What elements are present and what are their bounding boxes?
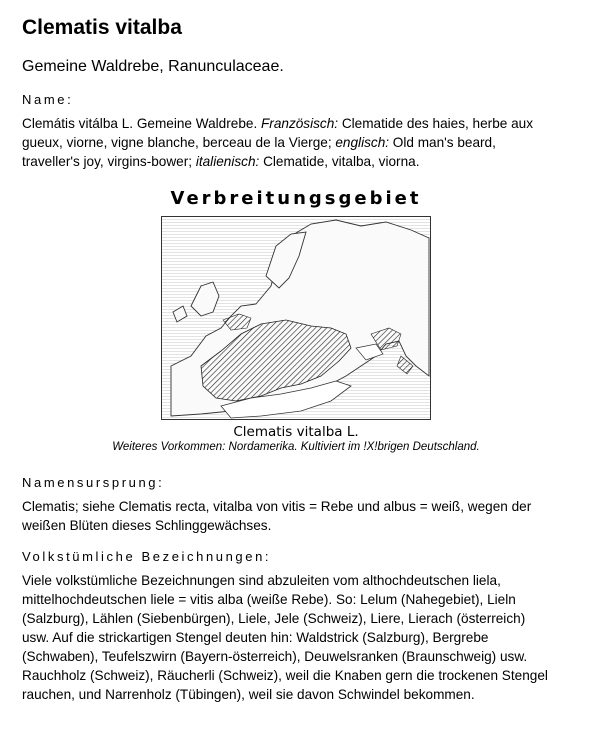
folk-names-paragraph <box>22 571 570 704</box>
language-label: Französisch: <box>261 116 339 131</box>
folk-names-line: usw. Auf die strickartigen Stengel deuten hin: Waldstrick (Salzburg), Bergrebe <box>22 630 489 645</box>
page-subtitle: Gemeine Waldrebe, Ranunculaceae. <box>22 58 284 75</box>
language-label: italienisch: <box>195 154 260 169</box>
name-text: Clematide, vitalba, viorna. <box>259 154 420 169</box>
name-paragraph <box>22 114 570 171</box>
page-title: Clematis vitalba <box>22 16 182 39</box>
folk-names-line: rauchen, und Narrenholz (Tübingen), weil sie davon Schwindel bekommen. <box>22 687 475 702</box>
distribution-map <box>161 216 431 420</box>
language-label: englisch: <box>335 135 390 150</box>
name-text: gueux, viorne, vigne blanche, berceau de la Vierge; <box>22 135 336 150</box>
name-heading: Name: <box>22 92 74 107</box>
name-line <box>22 133 570 152</box>
folk-names-line: mittelhochdeutschen liele = vitis alba (weiße Rebe). So: Lelum (Nahegebiet), Lieln <box>22 592 516 607</box>
origin-line: weißen Blüten dieses Schlinggewächses. <box>22 518 272 533</box>
name-text: Clematide des haies, herbe aux <box>338 116 534 131</box>
folk-names-heading: Volkstümliche Bezeichnungen: <box>22 549 272 564</box>
folk-names-line: Rauchholz (Schweiz), Räucherli (Schweiz), weil die Knaben gern die trockenen Stengel <box>22 668 548 683</box>
name-line <box>22 114 570 133</box>
distribution-figure <box>22 188 570 455</box>
figure-caption: Clematis vitalba L. <box>233 424 359 440</box>
folk-names-line: (Salzburg), Lählen (Siebenbürgen), Liele, Jele (Schweiz), Liere, Lierach (österreich) <box>22 611 526 626</box>
folk-names-line: Viele volkstümliche Bezeichnungen sind abzuleiten vom althochdeutschen liela, <box>22 573 501 588</box>
figure-note: Weiteres Vorkommen: Nordamerika. Kultiviert im !X!brigen Deutschland. <box>112 441 480 453</box>
name-line <box>22 152 570 171</box>
origin-line: Clematis; siehe Clematis recta, vitalba von vitis = Rebe und albus = weiß, wegen der <box>22 499 532 514</box>
name-text: Clemátis vitálba L. Gemeine Waldrebe. <box>22 116 261 131</box>
folk-names-line: (Schwaben), Teufelszwirn (Bayern-österreich), Deuwelsranken (Braunschweig) usw. <box>22 649 528 664</box>
figure-title: Verbreitungsgebiet <box>170 188 422 209</box>
origin-paragraph <box>22 497 570 535</box>
name-text: traveller's joy, virgins-bower; <box>22 154 196 169</box>
origin-heading: Namensursprung: <box>22 475 165 490</box>
name-text: Old man's beard, <box>389 135 496 150</box>
